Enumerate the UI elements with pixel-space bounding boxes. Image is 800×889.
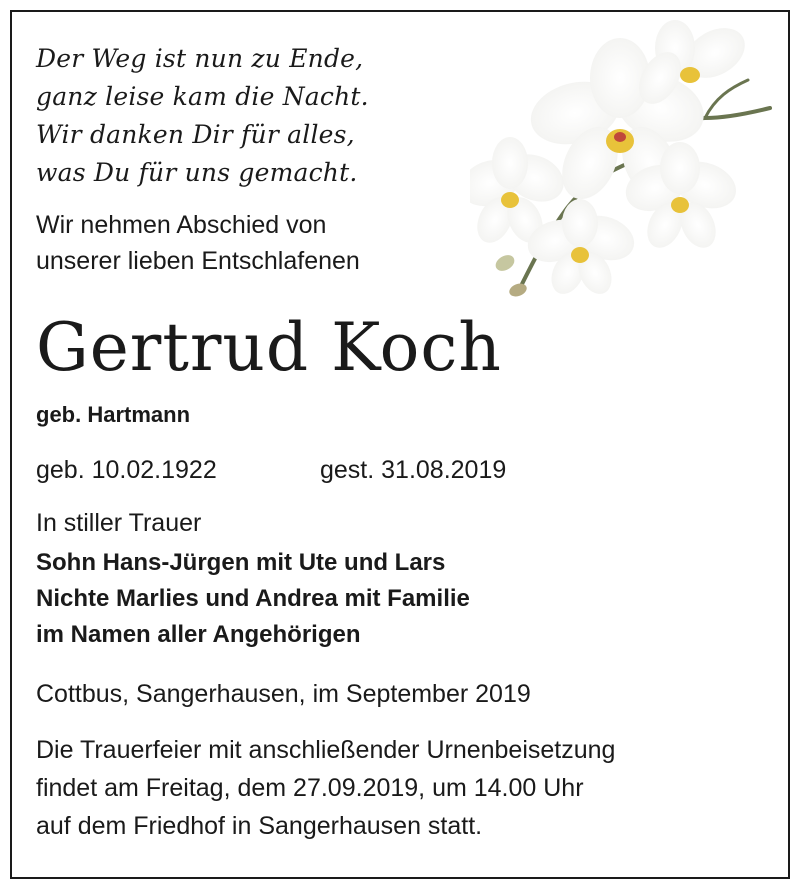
intro-line: Wir nehmen Abschied von: [36, 211, 327, 239]
mourners-list: [36, 545, 470, 653]
service-line: Die Trauerfeier mit anschließender Urnenbeisetzung: [36, 736, 616, 764]
memorial-poem: [36, 40, 369, 192]
deceased-name: Gertrud Koch: [36, 309, 502, 386]
mourner-line: im Namen aller Angehörigen: [36, 621, 361, 648]
poem-line: ganz leise kam die Nacht.: [36, 82, 369, 111]
death-date: gest. 31.08.2019: [320, 456, 507, 484]
service-line: auf dem Friedhof in Sangerhausen statt.: [36, 812, 483, 840]
mourner-line: Nichte Marlies und Andrea mit Familie: [36, 585, 470, 612]
intro-line: unserer lieben Entschlafenen: [36, 247, 360, 275]
poem-line: Der Weg ist nun zu Ende,: [36, 44, 364, 73]
orchid-icon: [470, 18, 775, 308]
service-line: findet am Freitag, dem 27.09.2019, um 14.00 Uhr: [36, 774, 584, 802]
birth-date: geb. 10.02.1922: [36, 456, 217, 484]
mourning-heading: In stiller Trauer: [36, 509, 202, 537]
farewell-intro: [36, 207, 360, 279]
poem-line: was Du für uns gemacht.: [36, 158, 358, 187]
funeral-service-info: [36, 731, 615, 845]
maiden-name: geb. Hartmann: [36, 402, 191, 427]
mourner-line: Sohn Hans-Jürgen mit Ute und Lars: [36, 549, 446, 576]
place-and-date: Cottbus, Sangerhausen, im September 2019: [36, 680, 531, 708]
poem-line: Wir danken Dir für alles,: [36, 120, 355, 149]
